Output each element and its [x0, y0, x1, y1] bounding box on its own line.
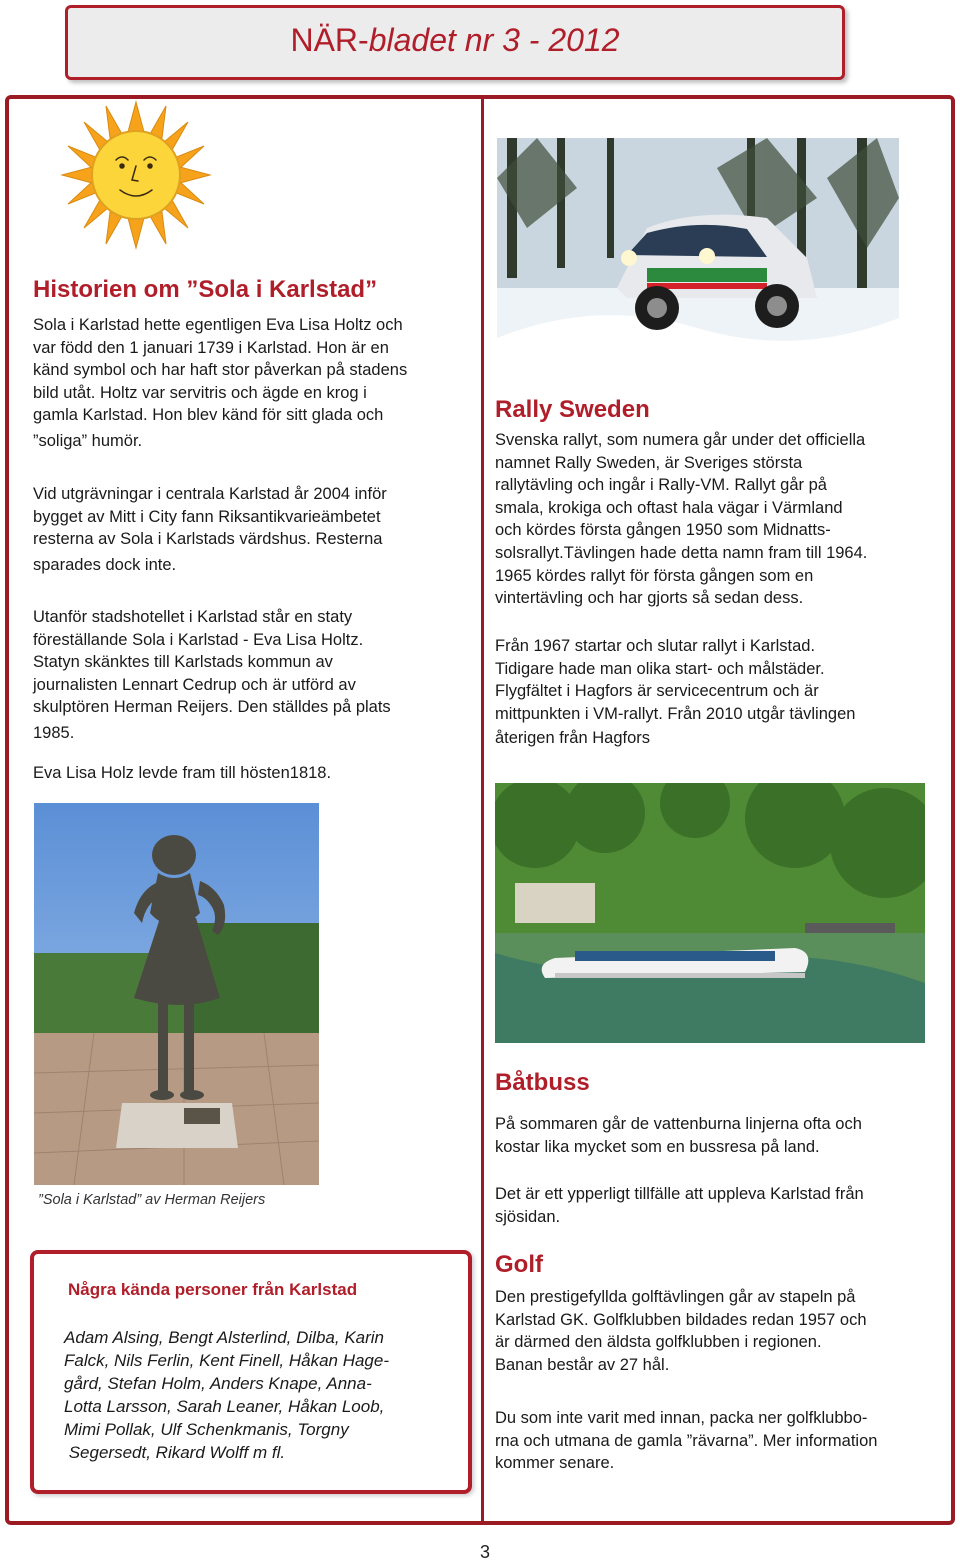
golf-paragraph-2: Du som inte varit med innan, packa ner golfklubbo- rna och utmana de gamla ”rävarna”. Mer information kommer senare. — [495, 1409, 878, 1473]
golf-paragraph-1: Den prestigefyllda golftävlingen går av stapeln på Karlstad GK. Golfklubben bildades redan 1957 och är därmed den äldsta golfklubben i regionen. Banan består av 27 hål. — [495, 1288, 867, 1374]
header-banner — [65, 5, 845, 80]
sola-paragraph-2: Vid utgrävningar i centrala Karlstad år 2004 inför bygget av Mitt i City fann Riksantikvarieämbetet resterna av Sola i Karlstads värdshus. Resterna sparades dock inte. — [33, 485, 387, 574]
sun-drawing — [60, 100, 212, 250]
sola-paragraph-3: Utanför stadshotellet i Karlstad står en staty föreställande Sola i Karlstad - Eva Lisa Holtz. Statyn skänktes till Karlstads kommun av journalisten Lennart Cedrup och är utförd av skulptören Herman Reijers. Den ställdes på plats 1985. — [33, 608, 391, 742]
rally-car-photo — [497, 138, 899, 364]
golf-heading: Golf — [495, 1251, 543, 1278]
boat-heading: Båtbuss — [495, 1069, 590, 1096]
statue-photo — [34, 803, 319, 1185]
sola-heading: Historien om ”Sola i Karlstad” — [33, 276, 378, 303]
famous-people-box — [30, 1250, 472, 1494]
rally-heading: Rally Sweden — [495, 396, 650, 423]
page-number: 3 — [480, 1542, 491, 1562]
rally-paragraph-2: Från 1967 startar och slutar rallyt i Karlstad. Tidigare hade man olika start- och målstäder. Flygfältet i Hagfors är servicecentrum och är mittpunkten i VM-rallyt. Från 2010 utgår tävlingen återigen från Hagfors — [495, 637, 856, 748]
sola-paragraph-1: Sola i Karlstad hette egentligen Eva Lisa Holtz och var född den 1 januari 1739 i Karlstad. Hon är en känd symbol och har haft stor påverkan på stadens bild utåt. Holtz var servitris och ägde en krog i gamla Karlstad. Hon blev känd för sitt glada och ”soliga” humör. — [33, 316, 408, 450]
page-title: NÄR-bladet nr 3 - 2012 — [290, 22, 620, 58]
boat-bus-photo — [495, 783, 925, 1043]
famous-people-title: Några kända personer från Karlstad — [68, 1280, 358, 1299]
boat-paragraph-1: På sommaren går de vattenburna linjerna ofta och kostar lika mycket som en bussresa på land. — [495, 1115, 862, 1156]
sola-paragraph-4: Eva Lisa Holz levde fram till hösten1818. — [33, 764, 332, 782]
famous-people-list: Adam Alsing, Bengt Alsterlind, Dilba, Karin Falck, Nils Ferlin, Kent Finell, Håkan Hage- gård, Stefan Holm, Anders Knape, Anna- Lotta Larsson, Sarah Leaner, Håkan Loob, Mimi Pollak, Ulf Schenkmanis, Torgny Segersedt, Rikard Wolff m fl. — [64, 1328, 390, 1462]
boat-paragraph-2: Det är ett ypperligt tillfälle att uppleva Karlstad från sjösidan. — [495, 1185, 864, 1226]
column-divider — [481, 97, 484, 1523]
statue-caption: ”Sola i Karlstad” av Herman Reijers — [38, 1192, 266, 1208]
rally-paragraph-1: Svenska rallyt, som numera går under det officiella namnet Rally Sweden, är Sveriges största rallytävling och ingår i Rally-VM. Rallyt går på smala, krokiga och oftast hala vägar i Värmland och kördes första gången 1950 som Midnatts- solsrallyt.Tävlingen hade detta namn fram till 1964. 1965 kördes rallyt för första gången som en vintertävling och har gjorts så sedan dess. — [495, 431, 868, 608]
